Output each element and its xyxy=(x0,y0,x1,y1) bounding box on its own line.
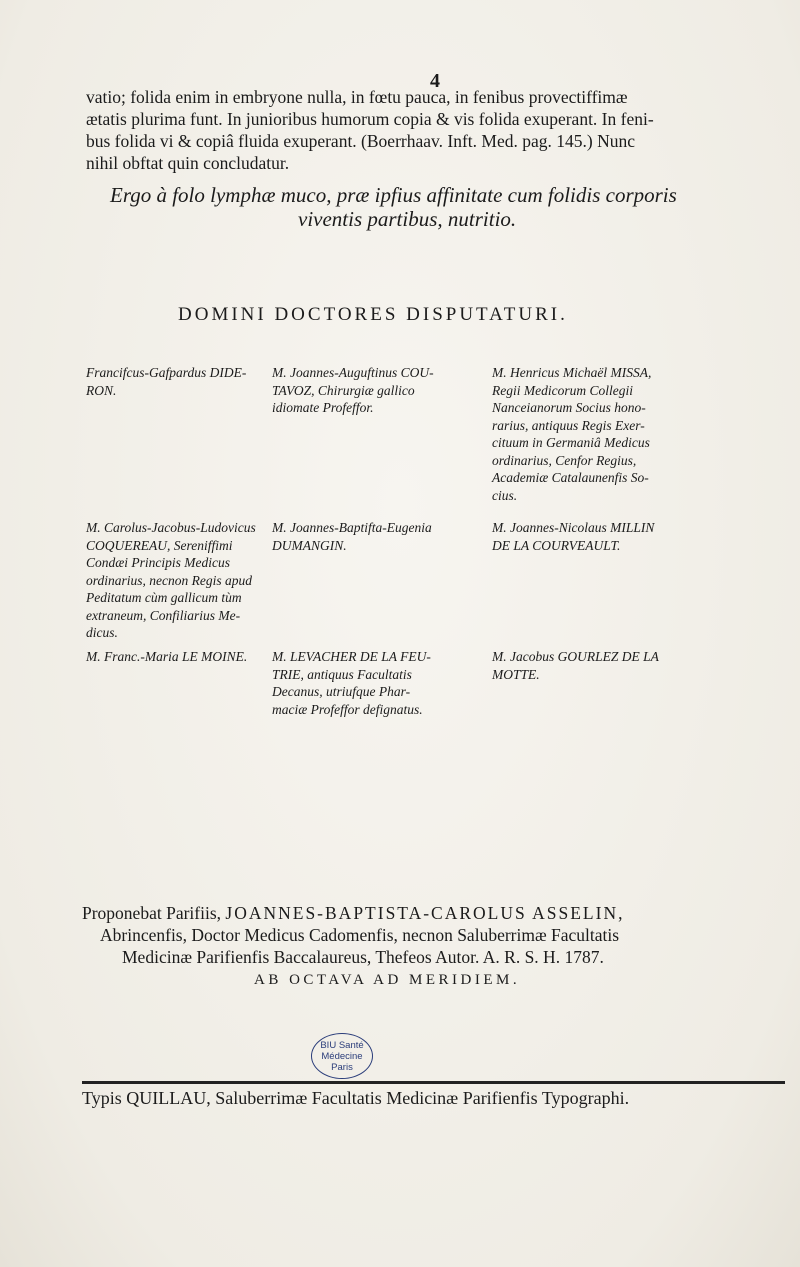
paragraph-line: nihil obftat quin concludatur. xyxy=(86,153,290,173)
hour-line: AB OCTAVA AD MERIDIEM. xyxy=(254,972,521,988)
doctor-line: Decanus, utriufque Phar- xyxy=(272,684,411,699)
doctor-entry xyxy=(272,364,477,417)
doctor-line: rarius, antiquus Regis Exer- xyxy=(492,417,645,433)
proponebat-line-3: Medicinæ Parifienfis Baccalaureus, Thefeos Autor. A. R. S. H. 1787. xyxy=(122,947,604,967)
author-name: JOANNES-BAPTISTA-CAROLUS ASSELIN, xyxy=(225,903,625,923)
proponebat-block xyxy=(82,902,782,968)
doctor-line: M. Joannes-Baptifta-Eugenia xyxy=(272,520,432,535)
doctor-entry xyxy=(492,364,682,504)
doctor-entry xyxy=(492,519,682,554)
printer-imprint: Typis QUILLAU, Saluberrimæ Facultatis Medicinæ Parifienfis Typographi. xyxy=(82,1088,630,1108)
doctor-line: M. Joannes-Auguftinus COU- xyxy=(272,365,434,380)
stamp-line: Médecine xyxy=(321,1050,363,1062)
doctor-line: M. Jacobus GOURLEZ DE LA xyxy=(492,649,659,664)
doctor-line: M. Franc.-Maria LE MOINE. xyxy=(86,649,248,664)
doctor-entry xyxy=(86,364,258,399)
divider-rule xyxy=(82,1081,785,1084)
thesis-line-1: Ergo à folo lymphæ muco, præ ipfius affinitate cum folidis corporis xyxy=(110,183,677,207)
doctor-line: COQUEREAU, Sereniffimi xyxy=(86,537,233,553)
doctor-entry xyxy=(272,648,477,718)
page-number: 4 xyxy=(430,70,440,92)
doctor-line: idiomate Profeffor. xyxy=(272,400,374,415)
doctor-entry xyxy=(272,519,477,554)
paragraph-line: bus folida vi & copiâ fluida exuperant. (Boerrhaav. Inft. Med. pag. 145.) Nunc xyxy=(86,131,635,151)
doctor-line: cius. xyxy=(492,487,518,503)
doctor-line: M. Joannes-Nicolaus MILLIN xyxy=(492,520,655,535)
doctor-line: Regii Medicorum Collegii xyxy=(492,382,633,398)
doctor-line: cituum in Germaniâ Medicus xyxy=(492,435,650,450)
doctor-line: dicus. xyxy=(86,625,118,640)
doctor-line: TRIE, antiquus Facultatis xyxy=(272,666,412,682)
thesis-statement xyxy=(110,183,782,231)
stamp-line: Paris xyxy=(331,1061,353,1073)
doctor-line: Nanceianorum Socius hono- xyxy=(492,400,646,415)
doctor-line: Peditatum cùm gallicum tùm xyxy=(86,590,242,605)
paragraph-line: ætatis plurima funt. In junioribus humorum copia & vis folida exuperant. In feni- xyxy=(86,109,654,129)
proponebat-line-1 xyxy=(82,902,782,924)
thesis-line-2: viventis partibus, nutritio. xyxy=(298,207,517,231)
doctor-line: DE LA COURVEAULT. xyxy=(492,537,621,553)
doctor-line: M. Henricus Michaël MISSA, xyxy=(492,365,652,380)
proponebat-line-2: Abrincenfis, Doctor Medicus Cadomenfis, necnon Saluberrimæ Facultatis xyxy=(100,925,620,945)
doctor-line: MOTTE. xyxy=(492,666,540,682)
stamp-line: BIU Santé xyxy=(320,1039,364,1051)
doctor-line: extraneum, Confiliarius Me- xyxy=(86,607,241,623)
doctor-line: ordinarius, Cenfor Regius, xyxy=(492,452,637,468)
doctor-line: maciæ Profeffor defignatus. xyxy=(272,701,423,717)
doctor-line: ordinarius, necnon Regis apud xyxy=(86,572,252,588)
doctor-line: Academiæ Catalaunenfis So- xyxy=(492,470,649,485)
doctor-line: M. LEVACHER DE LA FEU- xyxy=(272,649,431,664)
doctors-heading: DOMINI DOCTORES DISPUTATURI. xyxy=(178,304,568,325)
proponebat-prefix: Proponebat Parifiis, xyxy=(82,903,222,923)
doctor-line: TAVOZ, Chirurgiæ gallico xyxy=(272,382,415,398)
doctor-line: Condæi Principis Medicus xyxy=(86,555,230,570)
doctor-entry xyxy=(492,648,682,683)
intro-paragraph xyxy=(86,86,776,174)
doctor-line: M. Carolus-Jacobus-Ludovicus xyxy=(86,520,256,535)
doctor-line: Francifcus-Gafpardus DIDE- xyxy=(86,365,247,380)
paragraph-line: vatio; folida enim in embryone nulla, in fœtu pauca, in fenibus provectiffimæ xyxy=(86,87,628,107)
doctor-line: RON. xyxy=(86,382,117,398)
library-stamp xyxy=(311,1033,373,1079)
doctor-entry xyxy=(86,648,258,666)
doctor-line: DUMANGIN. xyxy=(272,537,347,553)
doctor-entry xyxy=(86,519,258,642)
